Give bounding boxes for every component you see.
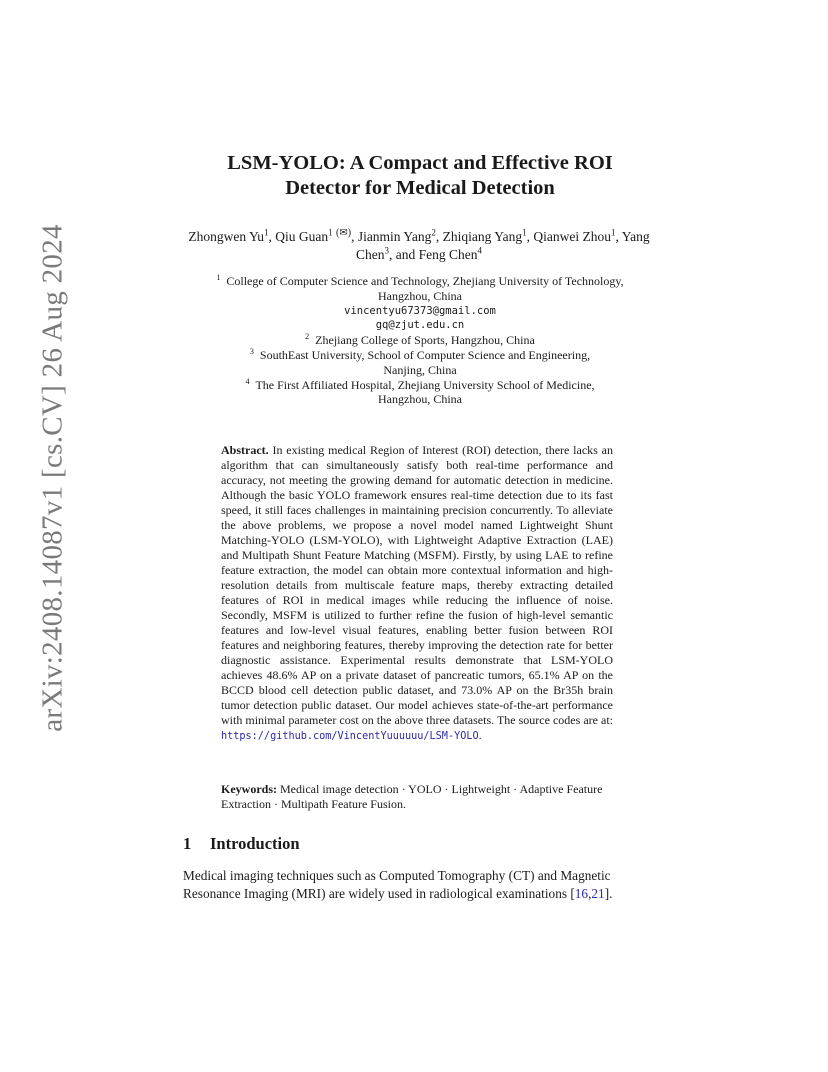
affiliation-text: Zhejiang College of Sports, Hangzhou, China <box>315 333 535 348</box>
abstract <box>221 443 613 744</box>
keywords <box>221 782 613 812</box>
section-title: Introduction <box>210 834 300 853</box>
author-email: gq@zjut.edu.cn <box>375 319 465 332</box>
affiliation-4 <box>150 378 690 393</box>
citation-link[interactable]: 21 <box>591 885 605 901</box>
affiliation-text: Hangzhou, China <box>378 288 462 303</box>
affiliation-3 <box>150 348 690 363</box>
abstract-label: Abstract. <box>221 443 269 457</box>
mail-icon: (✉) <box>336 227 352 239</box>
affiliation-text: Nanjing, China <box>383 362 457 377</box>
citation-link[interactable]: 16 <box>574 885 589 901</box>
author-name: , and Feng Chen <box>389 247 478 262</box>
abstract-end: . <box>478 728 482 742</box>
author-affiliation-mark: 1 <box>610 227 616 238</box>
author-name: Zhongwen Yu <box>188 229 265 244</box>
keywords-body: Medical image detection · YOLO · Lightweight · Adaptive Feature Extraction · Multipath Feature Fusion. <box>221 782 603 811</box>
intro-end: ]. <box>604 885 613 901</box>
affiliation-1 <box>150 274 690 289</box>
author-affiliation-mark: 3 <box>384 245 389 256</box>
keywords-label: Keywords: <box>221 782 277 796</box>
author-affiliation-mark: 2 <box>431 227 436 238</box>
author-affiliation-mark: 1 <box>522 227 527 238</box>
affiliation-text: SouthEast University, School of Computer Science and Engineering, <box>259 347 591 362</box>
introduction-paragraph <box>183 867 653 902</box>
title-line-1: LSM-YOLO: A Compact and Effective ROI <box>227 152 613 174</box>
affiliation-number: 1 <box>216 273 221 282</box>
author-name: , Qiu Guan <box>268 229 329 244</box>
intro-text: Medical imaging techniques such as Computed Tomography (CT) and Magnetic Resonance Imaging (MRI) are widely used in radiological examinations [ <box>183 868 611 901</box>
title-line-2: Detector for Medical Detection <box>285 177 555 199</box>
affiliation-number: 3 <box>249 346 254 356</box>
arxiv-identifier-stamp: arXiv:2408.14087v1 [cs.CV] 26 Aug 2024 <box>36 224 69 732</box>
author-name: , Yang Chen <box>356 229 650 262</box>
section-number: 1 <box>183 834 192 853</box>
paper-title <box>150 151 690 201</box>
author-list <box>184 228 654 264</box>
author-name: , Qianwei Zhou <box>526 229 611 244</box>
affiliation-number: 2 <box>305 332 310 342</box>
author-affiliation-mark: 1 <box>328 227 333 238</box>
affiliation-text: College of Computer Science and Technology, Zhejiang University of Technology, <box>226 274 624 288</box>
author-affiliation-mark: 4 <box>477 245 482 256</box>
author-name: , Zhiqiang Yang <box>435 229 523 244</box>
abstract-body: In existing medical Region of Interest (ROI) detection, there lacks an algorithm that can simultaneously satisfy both real-time performance and accuracy, not meeting the growing demand for automatic detection in medicine. Although the basic YOLO framework ensures real-time detection due to its fast speed, it still faces challenges in maintaining precision concurrently. To alleviate the above problems, we propose a novel model named Lightweight Shunt Matching-YOLO (LSM-YOLO), with Lightweight Adaptive Extraction (LAE) and Multipath Shunt Feature Matching (MSFM). Firstly, by using LAE to refine feature extraction, the model can obtain more contextual information and high-resolution details from multiscale feature maps, thereby extracting detailed features of ROI in medical images while reducing the influence of noise. Secondly, MSFM is utilized to further refine the fusion of high-level semantic features and low-level visual features, enabling better fusion between ROI features and neighboring features, thereby improving the detection rate for better diagnostic assistance. Experimental results demonstrate that LSM-YOLO achieves 48.6% AP on a private dataset of pancreatic tumors, 65.1% AP on the BCCD blood cell detection public dataset, and 73.0% AP on the Br35h brain tumor detection public dataset. Our model achieves state-of-the-art performance with minimal parameter cost on the above three datasets. The source codes are at: <box>221 443 613 727</box>
author-name: , Jianmin Yang <box>351 229 432 244</box>
affiliation-text: Hangzhou, China <box>378 392 462 407</box>
affiliation-number: 4 <box>245 376 250 386</box>
section-heading-introduction <box>183 834 300 854</box>
affiliations <box>150 274 690 407</box>
author-affiliation-mark: 1 <box>264 227 269 238</box>
source-code-link[interactable]: https://github.com/VincentYuuuuuu/LSM-YOLO <box>221 731 479 742</box>
affiliation-2 <box>150 333 690 348</box>
affiliation-text: The First Affiliated Hospital, Zhejiang University School of Medicine, <box>255 377 595 392</box>
author-email: vincentyu67373@gmail.com <box>344 304 496 317</box>
citation-separator: , <box>588 885 592 901</box>
